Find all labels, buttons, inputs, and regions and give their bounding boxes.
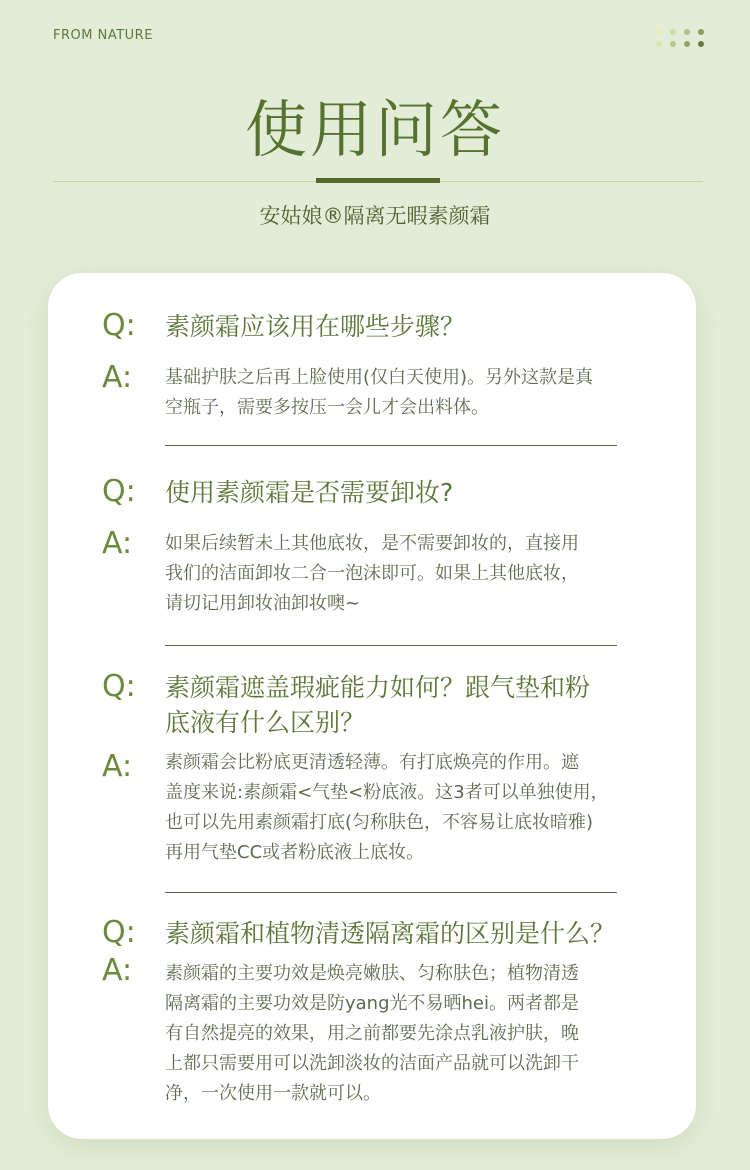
dot bbox=[670, 29, 676, 35]
answer-mark: A: bbox=[102, 360, 133, 395]
faq-separator bbox=[165, 892, 617, 893]
brand-label: FROM NATURE bbox=[53, 28, 153, 43]
answer-text bbox=[165, 748, 645, 868]
answer-line: 隔离霜的主要功效是防yang光不易晒hei。两者都是 bbox=[165, 993, 579, 1014]
question-line: 底液有什么区别？ bbox=[165, 708, 366, 737]
question-mark: Q: bbox=[102, 915, 136, 950]
question-mark: Q: bbox=[102, 474, 136, 509]
dot bbox=[656, 29, 662, 35]
answer-line: 上都只需要用可以洗卸淡妆的洁面产品就可以洗卸干 bbox=[165, 1053, 579, 1074]
question-mark: Q: bbox=[102, 308, 136, 343]
title-underline bbox=[316, 178, 440, 183]
answer-line: 素颜霜的主要功效是焕亮嫩肤、匀称肤色；植物清透 bbox=[165, 963, 579, 984]
dot bbox=[684, 29, 690, 35]
answer-line: 也可以先用素颜霜打底(匀称肤色，不容易让底妆暗雅) bbox=[165, 812, 594, 833]
dot bbox=[698, 41, 704, 47]
question-text: 使用素颜霜是否需要卸妆? bbox=[165, 478, 454, 507]
answer-line: 空瓶子，需要多按压一会儿才会出料体。 bbox=[165, 397, 489, 418]
answer-text bbox=[165, 529, 645, 619]
answer-mark: A: bbox=[102, 953, 133, 988]
dot bbox=[656, 41, 662, 47]
answer-text bbox=[165, 959, 645, 1109]
dot bbox=[684, 41, 690, 47]
page-title: 使用问答 bbox=[244, 93, 505, 166]
question-text bbox=[165, 670, 645, 740]
answer-line: 再用气垫CC或者粉底液上底妆。 bbox=[165, 842, 425, 863]
answer-line: 请切记用卸妆油卸妆噢~ bbox=[165, 593, 361, 614]
answer-mark: A: bbox=[102, 526, 133, 561]
faq-separator bbox=[165, 645, 617, 646]
answer-mark: A: bbox=[102, 749, 133, 784]
decorative-dots bbox=[656, 29, 704, 47]
answer-line: 基础护肤之后再上脸使用(仅白天使用)。另外这款是真 bbox=[165, 367, 594, 388]
answer-line: 素颜霜会比粉底更清透轻薄。有打底焕亮的作用。遮 bbox=[165, 752, 579, 773]
dot bbox=[698, 29, 704, 35]
question-text: 素颜霜和植物清透隔离霜的区别是什么？ bbox=[165, 919, 616, 948]
question-text: 素颜霜应该用在哪些步骤？ bbox=[165, 312, 466, 341]
answer-line: 如果后续暂未上其他底妆，是不需要卸妆的，直接用 bbox=[165, 533, 579, 554]
dot bbox=[670, 41, 676, 47]
faq-separator bbox=[165, 445, 617, 446]
question-line: 素颜霜遮盖瑕疵能力如何？跟气垫和粉 bbox=[165, 673, 591, 702]
answer-text bbox=[165, 363, 645, 423]
question-mark: Q: bbox=[102, 669, 136, 704]
answer-line: 净，一次使用一款就可以。 bbox=[165, 1083, 381, 1104]
answer-line: 有自然提亮的效果，用之前都要先涂点乳液护肤，晚 bbox=[165, 1023, 579, 1044]
answer-line: 我们的洁面卸妆二合一泡沫即可。如果上其他底妆， bbox=[165, 563, 579, 584]
faq-card bbox=[48, 273, 696, 1139]
answer-line: 盖度来说:素颜霜<气垫<粉底液。这3者可以单独使用， bbox=[165, 782, 609, 803]
product-subtitle: 安姑娘®隔离无暇素颜霜 bbox=[259, 204, 491, 228]
